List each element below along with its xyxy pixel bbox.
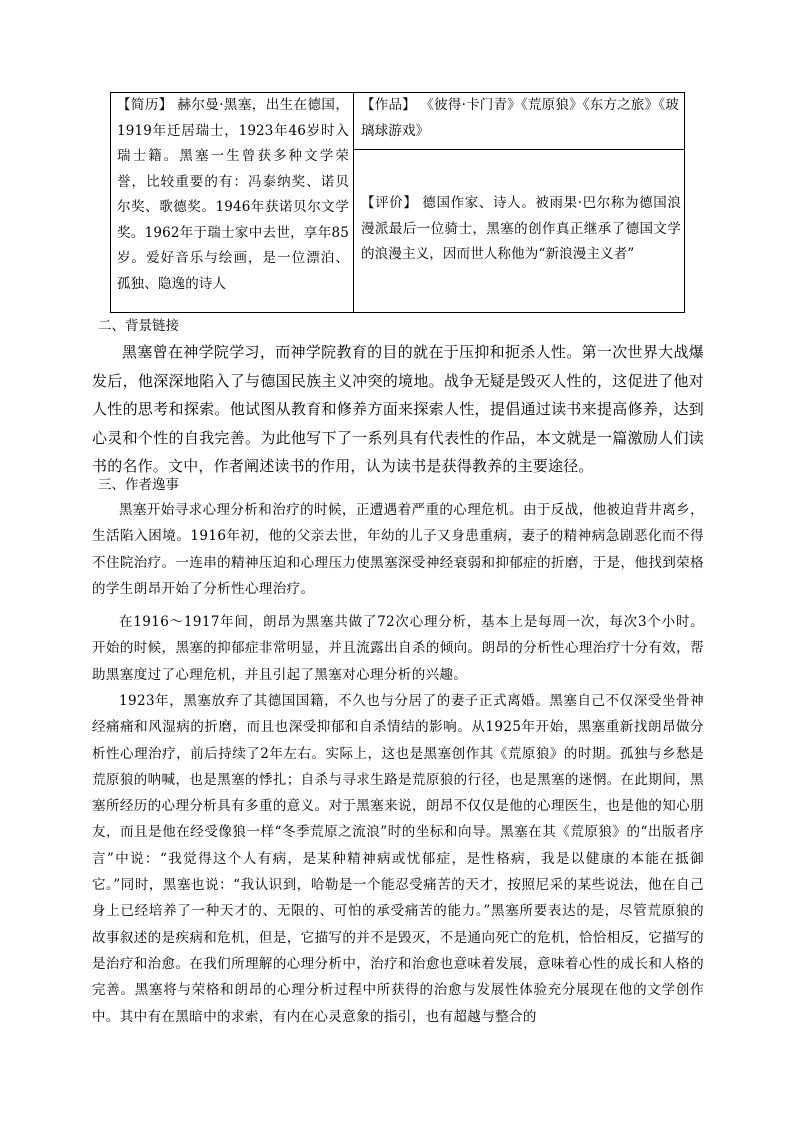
table-row-divider (353, 149, 684, 150)
table-column-divider (353, 93, 354, 312)
background-paragraph: 黑塞曾在神学院学习，而神学院教育的目的就在于压抑和扼杀人性。第一次世界大战爆发后，他深深地陷入了与德国民族主义冲突的境地。战争无疑是毁灭人性的，这促进了他对人性的思考和探索。他试图从教育和修养方面来探索人性，提倡通过读书来提高修养，达到心灵和个性的自我完善。为此他写下了一系列具有代表性的作品，本文就是一篇激励人们读书的名作。文中，作者阐述读书的作用，认为读书是获得教养的主要途径。 (92, 343, 704, 476)
bio-text: 赫尔曼·黑塞，出生在德国，1919年迁居瑞士，1923年46岁时入瑞士籍。黑塞一生曾获多种文学荣誉，比较重要的有：冯泰纳奖、诺贝尔奖、歌德奖。1946年获诺贝尔文学奖。1962年于瑞士家中去世，享年85岁。爱好音乐与绘画，是一位漂泊、孤独、隐逸的诗人 (117, 97, 349, 292)
works-tag: 【作品】 (361, 97, 416, 113)
section-heading-background: 二、背景链接 (98, 318, 179, 334)
anecdote-paragraph: 黑塞开始寻求心理分析和治疗的时候，正遭遇着严重的心理危机。由于反战，他被迫背井离乡，生活陷入困境。1916年初，他的父亲去世，年幼的儿子又身患重病，妻子的精神病急剧恶化而不得不住院治疗。一连串的精神压迫和心理压力使黑塞深受神经衰弱和抑郁症的折磨，于是，他找到荣格的学生朗昂开始了分析性心理治疗。 (92, 502, 704, 597)
section-heading-anecdotes: 三、作者逸事 (98, 477, 179, 493)
bio-tag: 【简历】 (117, 97, 173, 113)
evaluation-cell (361, 191, 681, 268)
anecdote-paragraph: 1923年，黑塞放弃了其德国国籍，不久也与分居了的妻子正式离婚。黑塞自己不仅深受坐骨神经痛痛和风湿病的折磨，而且也深受抑郁和自杀情结的影响。从1925年开始，黑塞重新找朗昂做分析性心理治疗，前后持续了2年左右。实际上，这也是黑塞创作其《荒原狼》的时期。孤独与乡愁是荒原狼的呐喊，也是黑塞的悸扎；自杀与寻求生路是荒原狼的行径，也是黑塞的迷惘。在此期间，黑塞所经历的心理分析具有多重的意义。对于黑塞来说，朗昂不仅仅是他的心理医生，也是他的知心朋友，而且是他在经受像狼一样“冬季荒原之流浪”时的坐标和向导。黑塞在其《荒原狼》的“出版者序言”中说：“我觉得这个人有病，是某种精神病或忧郁症，是性格病，我是以健康的本能在抵御它。”同时，黑塞也说：“我认识到，哈勒是一个能忍受痛苦的天才，按照尼采的某些说法，他在自己身上已经培养了一种天才的、无限的、可怕的承受痛苦的能力。”黑塞所要表达的是，尽管荒原狼的故事叙述的是疾病和危机，但是，它描写的并不是毁灭，不是通向死亡的危机，恰恰相反，它描写的是治疗和治愈。在我们所理解的心理分析中，治疗和治愈也意味着发展，意味着心性的成长和人格的完善。黑塞将与荣格和朗昂的心理分析过程中所获得的治愈与发展性体验充分展现在他的文学创作中。其中有在黑暗中的求索，有内在心灵意象的指引，也有超越与整合的 (92, 693, 704, 1025)
works-text: 《彼得·卡门青》《荒原狼》《东方之旅》《玻璃球游戏》 (361, 97, 679, 139)
evaluation-text: 德国作家、诗人。被雨果·巴尔称为德国浪漫派最后一位骑士，黑塞的创作真正继承了德国文学的浪漫主义，因而世人称他为“新浪漫主义者” (361, 195, 681, 262)
evaluation-tag: 【评价】 (361, 195, 418, 211)
works-cell (361, 93, 679, 144)
anecdote-paragraph: 在1916～1917年间，朗昂为黑塞共做了72次心理分析，基本上是每周一次，每次3个小时。开始的时候，黑塞的抑郁症非常明显，并且流露出自杀的倾向。朗昂的分析性心理治疗十分有效，帮助黑塞度过了心理危机，并且引起了黑塞对心理分析的兴趣。 (92, 614, 704, 683)
author-info-table (110, 92, 685, 313)
bio-cell (117, 93, 349, 297)
